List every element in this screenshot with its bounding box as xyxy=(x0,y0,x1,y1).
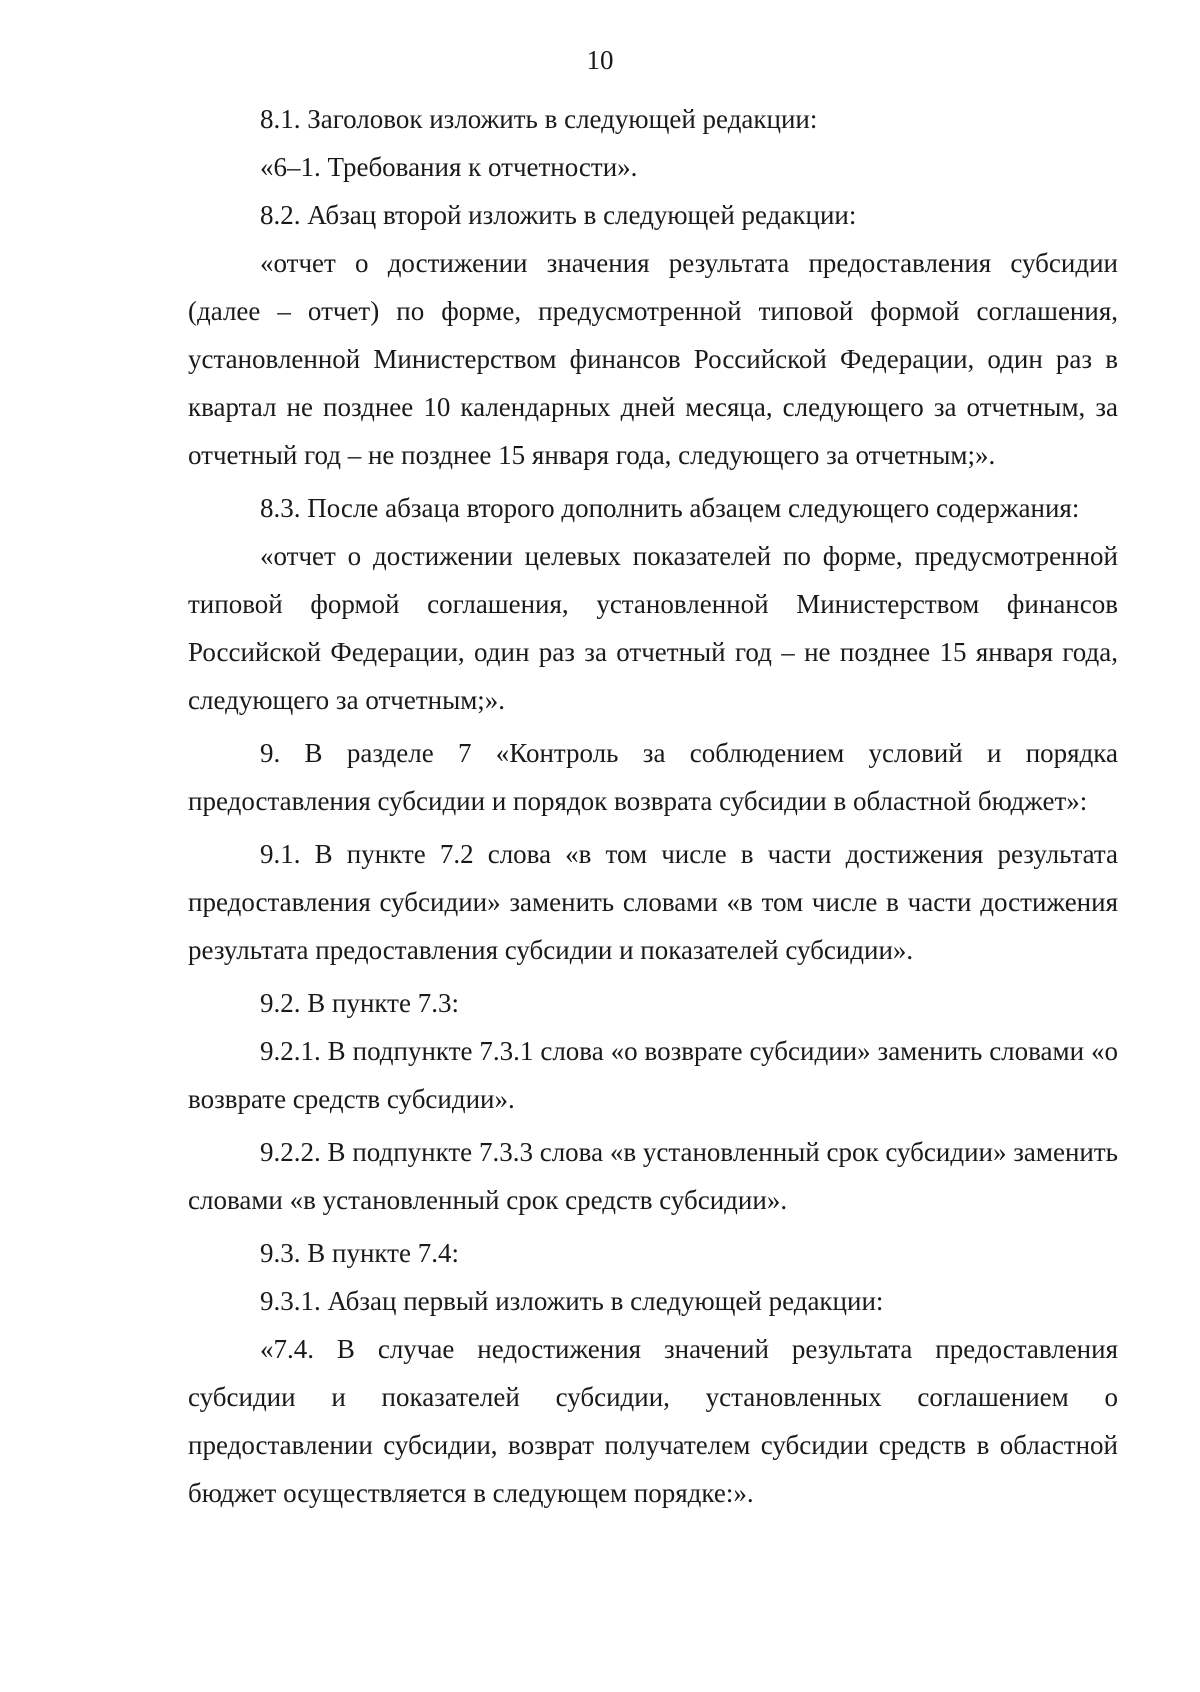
paragraph-9-3-1: 9.3.1. Абзац первый изложить в следующей редакции: xyxy=(260,1286,884,1316)
paragraph-9-1: 9.1. В пункте 7.2 слова «в том числе в части достижения результата предоставления субсидии» заменить словами «в том числе в части достижения результата предоставления субсидии и показателей субсидии». xyxy=(188,839,1118,965)
paragraph-8-2: 8.2. Абзац второй изложить в следующей редакции: xyxy=(260,200,857,230)
paragraph-9: 9. В разделе 7 «Контроль за соблюдением условий и порядка предоставления субсидии и порядок возврата субсидии в областной бюджет»: xyxy=(188,738,1118,816)
paragraph-8-1: 8.1. Заголовок изложить в следующей редакции: xyxy=(260,104,818,134)
paragraph-9-2-1: 9.2.1. В подпункте 7.3.1 слова «о возврате субсидии» заменить словами «о возврате средств субсидии». xyxy=(188,1036,1118,1114)
page-number: 10 xyxy=(586,45,614,75)
paragraph-8-3: 8.3. После абзаца второго дополнить абзацем следующего содержания: xyxy=(260,493,1080,523)
paragraph-9-2-2: 9.2.2. В подпункте 7.3.3 слова «в установленный срок субсидии» заменить словами «в установленный срок средств субсидии». xyxy=(188,1137,1118,1215)
paragraph-quote-report: «отчет о достижении значения результата предоставления субсидии (далее – отчет) по форме, предусмотренной типовой формой соглашения, установленной Министерством финансов Российской Федерации, один раз в квартал не позднее 10 календарных дней месяца, следующего за отчетным, за отчетный год – не позднее 15 января года, следующего за отчетным;». xyxy=(188,248,1118,470)
paragraph-quote-targets: «отчет о достижении целевых показателей по форме, предусмотренной типовой формой соглашения, установленной Министерством финансов Российской Федерации, один раз за отчетный год – не позднее 15 января года, следующего за отчетным;». xyxy=(188,541,1118,715)
document-body xyxy=(188,95,1118,1517)
paragraph-quote-7-4: «7.4. В случае недостижения значений результата предоставления субсидии и показателей субсидии, установленных соглашением о предоставлении субсидии, возврат получателем субсидии средств в областной бюджет осуществляется в следующем порядке:». xyxy=(188,1334,1118,1508)
paragraph-9-2: 9.2. В пункте 7.3: xyxy=(260,988,459,1018)
paragraph-9-3: 9.3. В пункте 7.4: xyxy=(260,1238,459,1268)
paragraph-quote-6-1: «6–1. Требования к отчетности». xyxy=(260,152,638,182)
